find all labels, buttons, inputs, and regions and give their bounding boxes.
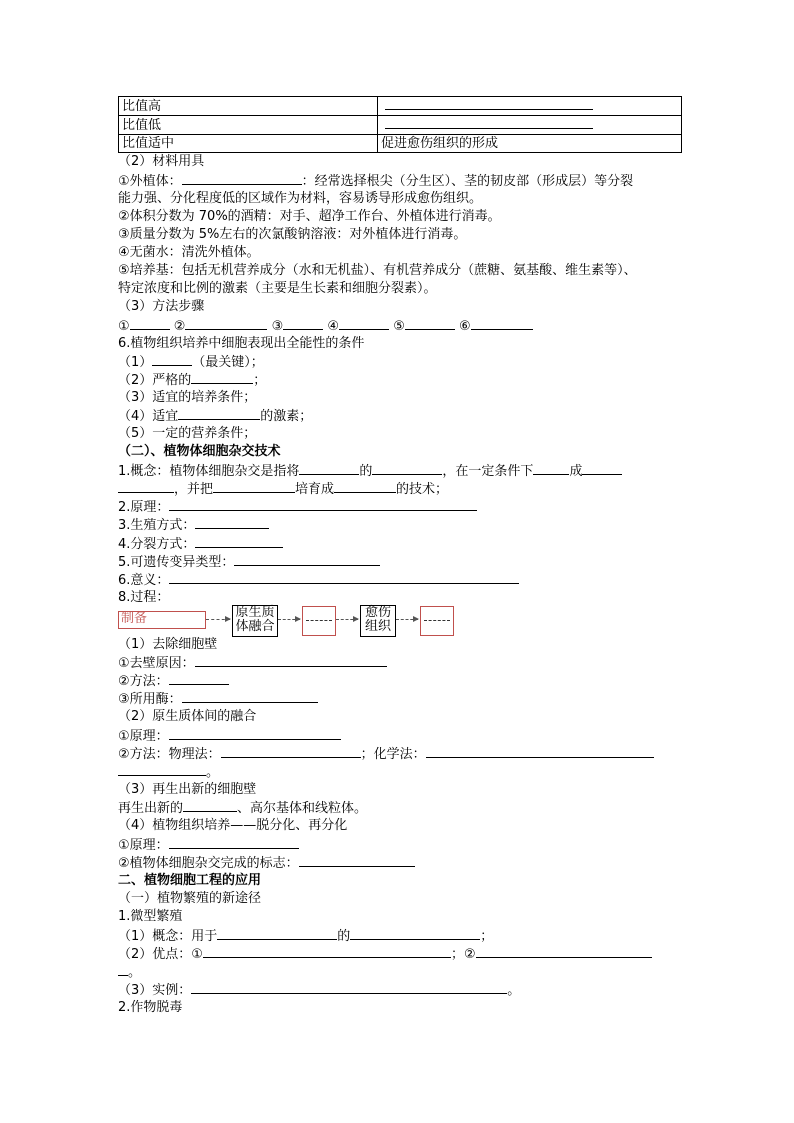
process-flowchart — [118, 605, 478, 637]
text-line: 3.生殖方式： — [118, 516, 269, 535]
flow-box-callus: 愈伤 组织 — [360, 605, 396, 637]
text-line: 能力强、分化程度低的区域作为材料，容易诱导形成愈伤组织。 — [118, 191, 483, 206]
table-cell-value — [378, 116, 682, 135]
text-line: 4.分裂方式： — [118, 535, 283, 554]
flow-arrow — [278, 619, 300, 620]
text-line: （1）概念：用于 的 ； — [118, 929, 494, 944]
text-line: （2）严格的 ； — [118, 373, 267, 388]
table-cell-value — [378, 97, 682, 116]
flow-box-blank — [302, 606, 336, 636]
text-line: ①外植体： ：经常选择根尖（分生区）、茎的韧皮部（形成层）等分裂 — [118, 174, 634, 189]
text-line: （3）适宜的培养条件； — [118, 390, 257, 405]
table-cell-label: 比值高 — [119, 97, 378, 116]
table-row — [119, 135, 682, 153]
text-line: ②方法： — [118, 672, 229, 691]
flow-arrow — [396, 619, 418, 620]
text-line: （1） （最关键）； — [118, 355, 264, 370]
flow-box-fusion: 原生质 体融合 — [232, 605, 278, 637]
section-heading: （3）方法步骤 — [118, 299, 205, 314]
section-heading: （2）材料用具 — [118, 154, 205, 169]
text-line: ，并把 培育成 的技术； — [118, 480, 448, 499]
flow-box-prep: 制备 — [118, 611, 206, 629]
text-line: （3）实例： 。 — [118, 983, 521, 998]
text-line: 。 — [118, 763, 219, 782]
table-row — [119, 116, 682, 135]
text-line: ①原理： — [118, 727, 341, 746]
text-line: ①去壁原因： — [118, 654, 387, 673]
section-heading: （二）、植物体细胞杂交技术 — [118, 444, 281, 459]
flow-box-blank — [420, 606, 454, 636]
text-line: ④无菌水：清洗外植体。 — [118, 245, 260, 260]
flow-arrow — [336, 619, 358, 620]
section-heading: （2）原生质体间的融合 — [118, 709, 257, 724]
section-heading: （4）植物组织培养——脱分化、再分化 — [118, 818, 348, 833]
text-line: 8.过程： — [118, 590, 170, 605]
table-cell-label: 比值低 — [119, 116, 378, 135]
section-heading: （一）植物繁殖的新途径 — [118, 891, 262, 906]
table-cell-label: 比值适中 — [119, 135, 378, 153]
text-line: 1.概念：植物体细胞杂交是指将 的 ，在一定条件下 成 — [118, 462, 622, 481]
ratio-table — [118, 96, 682, 153]
text-line: 2.作物脱毒 — [118, 1000, 183, 1015]
flow-arrow — [206, 619, 230, 620]
section-heading: （3）再生出新的细胞壁 — [118, 782, 257, 797]
text-line: 6.植物组织培养中细胞表现出全能性的条件 — [118, 336, 365, 351]
text-line: 2.原理： — [118, 498, 477, 517]
text-line: 6.意义： — [118, 571, 519, 590]
text-line: 1.微型繁殖 — [118, 909, 183, 924]
table-row — [119, 97, 682, 116]
section-heading: 二、植物细胞工程的应用 — [118, 873, 262, 888]
text-line: （2）优点：① ；② — [118, 945, 652, 964]
text-line: ⑤培养基：包括无机营养成分（水和无机盐）、有机营养成分（蔗糖、氨基酸、维生素等）、 — [118, 263, 637, 278]
text-line: ①原理： — [118, 836, 299, 855]
text-line: ③所用酶： — [118, 690, 318, 709]
text-line: （5）一定的营养条件； — [118, 426, 257, 441]
steps-line: ① ② ③ ④ ⑤ ⑥ — [118, 317, 533, 336]
text-line: （4）适宜 的激素； — [118, 409, 313, 424]
section-heading: （1）去除细胞壁 — [118, 637, 218, 652]
text-line: 。 — [118, 963, 141, 982]
table-cell-value: 促进愈伤组织的形成 — [378, 135, 682, 153]
text-line: ②方法：物理法： ；化学法： — [118, 745, 654, 764]
text-line: ③质量分数为 5%左右的次氯酸钠溶液：对外植体进行消毒。 — [118, 227, 467, 242]
text-line: ②体积分数为 70%的酒精：对手、超净工作台、外植体进行消毒。 — [118, 209, 501, 224]
text-line: 特定浓度和比例的激素（主要是生长素和细胞分裂素）。 — [118, 281, 437, 296]
text-line: 5.可遗传变异类型： — [118, 553, 380, 572]
text-line: ②植物体细胞杂交完成的标志： — [118, 854, 415, 873]
text-line: 再生出新的 、高尔基体和线粒体。 — [118, 801, 368, 816]
